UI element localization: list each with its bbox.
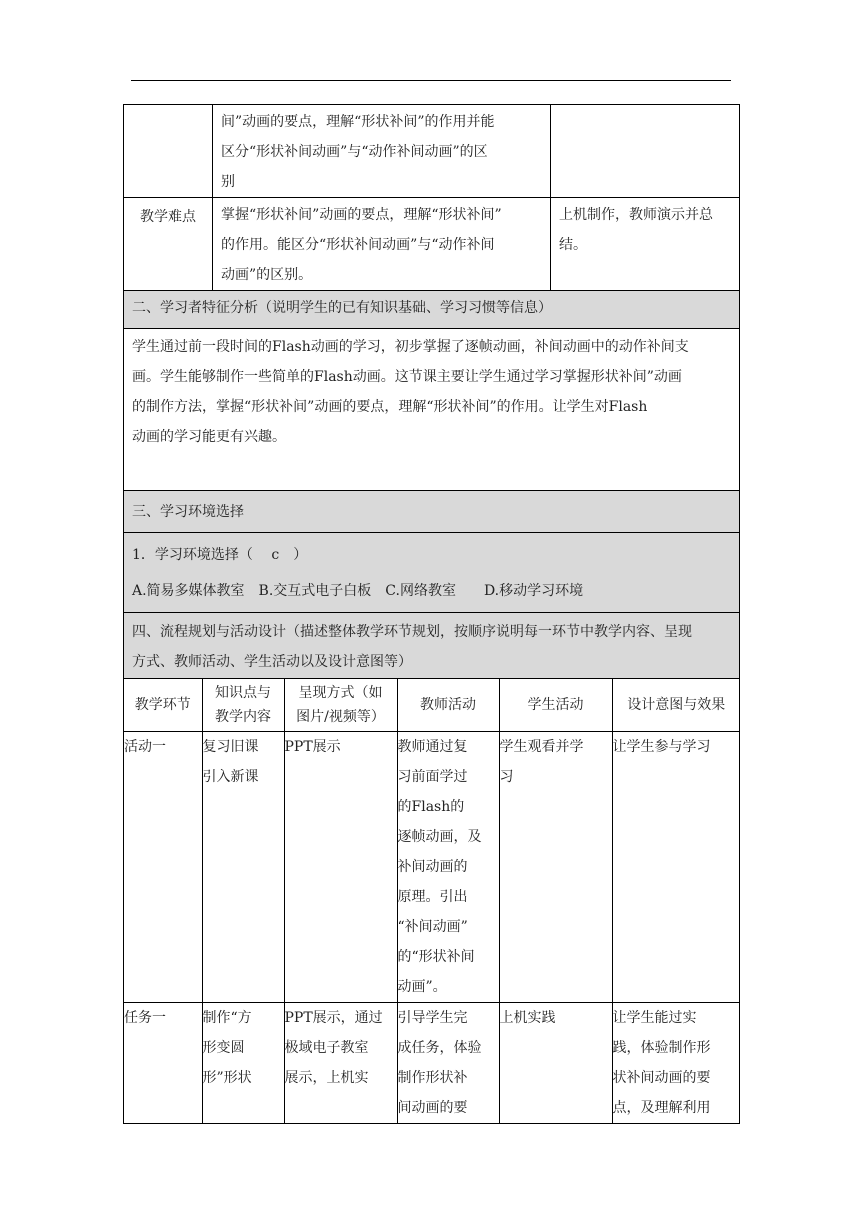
row2-content	[202, 1002, 284, 1123]
difficulty-line: 的作用。能区分“形状补间动画”与“动作补间	[221, 237, 495, 253]
cell-text-line: 制作“方	[202, 1009, 252, 1026]
objectives-line: 别	[221, 174, 235, 190]
cell-text-line: 引入新课	[202, 768, 259, 785]
row1-content	[202, 731, 284, 1002]
row1-presentation	[284, 731, 397, 1002]
section2-body-row	[124, 329, 740, 491]
learner-analysis-line: 学生通过前一段时间的Flash动画的学习，初步掌握了逐帧动画，补间动画中的动作补间支	[132, 339, 689, 355]
header-content	[202, 679, 284, 731]
cell-text-line: 让学生参与学习	[612, 738, 711, 755]
cell-text-line: 引导学生完	[397, 1009, 468, 1026]
header-intent: 设计意图与效果	[627, 696, 726, 713]
section4-title-line: 方式、教师活动、学生活动以及设计意图等）	[132, 654, 412, 670]
row1-intent	[612, 731, 740, 1002]
cell-text-line: 复习旧课	[202, 738, 259, 755]
cell-text-line: 习前面学过	[397, 768, 468, 785]
cell-text-line: 逐帧动画，及	[397, 828, 482, 845]
row1-teacher	[397, 731, 499, 1002]
cell-text-line: 学生观看并学	[499, 738, 584, 755]
activity-row	[124, 1002, 740, 1123]
difficulty-text	[213, 198, 551, 291]
cell-text-line: 践，体验制作形	[612, 1039, 711, 1056]
section4-heading-row	[124, 613, 740, 679]
objectives-line: 间”动画的要点，理解“形状补间”的作用并能	[221, 114, 495, 130]
header-rule	[131, 80, 731, 81]
header-stage: 教学环节	[124, 679, 202, 731]
activity-row	[124, 731, 740, 1002]
cell-text-line: “补间动画”	[397, 918, 468, 935]
cell-text-line: 点，及理解利用	[612, 1099, 711, 1116]
section4-title-line: 四、流程规划与活动设计（描述整体教学环节规划，按顺序说明每一环节中教学内容、呈现	[132, 624, 692, 640]
header-presentation-line: 图片/视频等）	[296, 708, 385, 725]
learner-analysis-line: 的制作方法，掌握“形状补间”动画的要点，理解“形状补间”的作用。让学生对Flash	[132, 399, 648, 415]
cell-text-line: 形变圆	[202, 1039, 245, 1056]
difficulty-method-line: 上机制作，教师演示并总	[559, 207, 713, 223]
cell-text-line: 展示，上机实	[284, 1069, 369, 1086]
cell-text-line: 习	[499, 768, 514, 785]
cell-text-line: 成任务，体验	[397, 1039, 482, 1056]
cell-text-line: 让学生能过实	[612, 1009, 697, 1026]
row1-stage: 活动一	[124, 731, 202, 1002]
cell-text-line: 上机实践	[499, 1009, 556, 1026]
section3-body	[124, 533, 740, 613]
cell-text-line: 制作形状补	[397, 1069, 468, 1086]
cell-text-line: 教师通过复	[397, 738, 468, 755]
section2-title: 二、学习者特征分析（说明学生的已有知识基础、学习习惯等信息）	[124, 291, 740, 329]
objectives-continuation-row	[124, 105, 740, 198]
objectives-line: 区分“形状补间动画”与“动作补间动画”的区	[221, 144, 488, 160]
objectives-label-cell	[124, 105, 213, 198]
header-presentation	[284, 679, 397, 731]
environment-options: A.简易多媒体教室 B.交互式电子白板 C.网络教室 D.移动学习环境	[132, 583, 584, 599]
difficulty-line: 掌握“形状补间”动画的要点，理解“形状补间”	[221, 207, 502, 223]
header-content-line: 知识点与	[215, 684, 271, 701]
section3-title: 三、学习环境选择	[124, 491, 740, 533]
header-content-line: 教学内容	[215, 708, 271, 725]
cell-text-line: 间动画的要	[397, 1099, 468, 1116]
section2-body	[124, 329, 740, 491]
difficulty-method-line: 结。	[559, 237, 587, 253]
learner-analysis-line: 动画的学习能更有兴趣。	[132, 429, 286, 445]
cell-text-line: 形”形状	[202, 1069, 252, 1086]
difficulty-line: 动画”的区别。	[221, 267, 313, 283]
header-student: 学生活动	[499, 679, 612, 731]
difficulty-row	[124, 198, 740, 291]
row2-student	[499, 1002, 612, 1123]
cell-text-line: 极域电子教室	[284, 1039, 369, 1056]
header-teacher: 教师活动	[397, 679, 499, 731]
header-presentation-line: 呈现方式（如	[298, 684, 383, 701]
objectives-text	[213, 105, 551, 198]
environment-question: 1．学习环境选择（ c ）	[132, 547, 308, 563]
row2-stage: 任务一	[124, 1002, 202, 1123]
section3-heading-row	[124, 491, 740, 533]
activity-header-row	[124, 679, 740, 731]
cell-text-line: 原理。引出	[397, 888, 468, 905]
row1-student	[499, 731, 612, 1002]
section2-heading-row	[124, 291, 740, 329]
lesson-plan-table	[123, 104, 740, 1124]
cell-text-line: 动画”。	[397, 978, 447, 995]
row2-presentation	[284, 1002, 397, 1123]
cell-text-line: 补间动画的	[397, 858, 468, 875]
difficulty-method	[551, 198, 740, 291]
activity-table	[124, 679, 740, 1123]
section4-title	[124, 613, 740, 679]
learner-analysis-line: 画。学生能够制作一些简单的Flash动画。这节课主要让学生通过学习掌握形状补间”动画	[132, 369, 682, 385]
cell-text-line: 的“形状补间	[397, 948, 475, 965]
activity-table-row	[124, 679, 740, 1124]
cell-text-line: PPT展示，通过	[284, 1009, 383, 1026]
section3-body-row	[124, 533, 740, 613]
activity-table-cell	[124, 679, 740, 1124]
cell-text-line: 状补间动画的要	[612, 1069, 711, 1086]
objectives-method-cell	[551, 105, 740, 198]
cell-text-line: 的Flash的	[397, 798, 465, 815]
row2-intent	[612, 1002, 740, 1123]
cell-text-line: PPT展示	[284, 738, 341, 755]
row2-teacher	[397, 1002, 499, 1123]
difficulty-label: 教学难点	[124, 198, 213, 291]
